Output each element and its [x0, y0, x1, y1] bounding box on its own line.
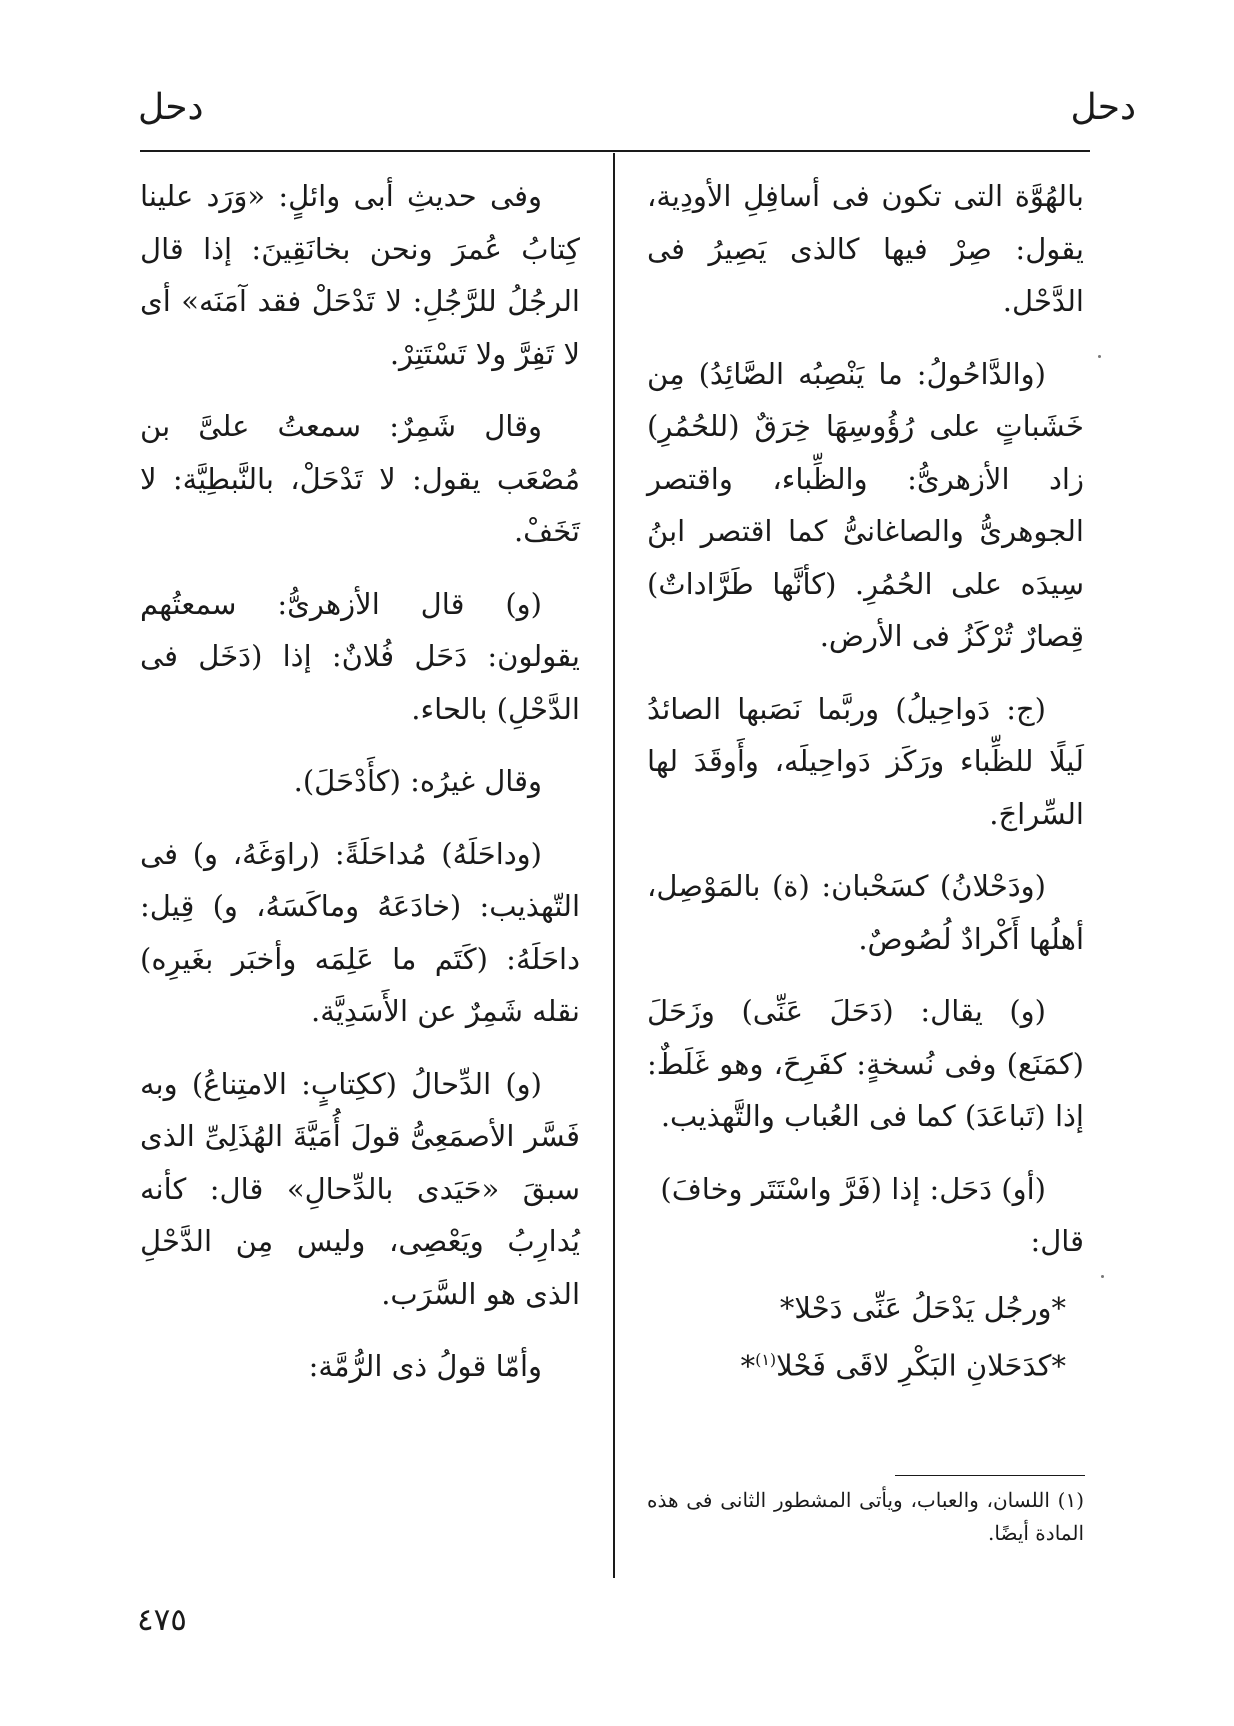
paragraph: (والدَّاحُولُ: ما يَنْصِبُه الصَّائِدُ) مِن خَشَباتٍ على رُؤُوسِهَا خِرَقٌ (للحُمُرِ) زاد الأزهرىُّ: والظِّباء، واقتصر الجوهرىُّ والصاغانىُّ كما اقتصر ابنُ سِيدَه على الحُمُرِ. (كأنَّها طَرَّاداتٌ) قِصارٌ تُرْكَزُ فى الأرض.	[647, 356, 1084, 653]
running-header-left: دحل	[138, 87, 204, 128]
verse-star: *	[1051, 1290, 1066, 1325]
scan-speck	[1101, 1275, 1104, 1278]
paragraph: وقال غيرُه: (كأَدْحَلَ).	[293, 764, 542, 798]
verse-star: *	[779, 1290, 795, 1325]
paragraph: وفى حديثِ أبى وائلٍ: «وَرَد علينا كِتابُ عُمرَ ونحن بخانَقِينَ: إذا قال الرجُلُ للرَّجُلِ: لا تَدْحَلْ فقد آمَنَه» أى لا تَفِرَّ ولا تَسْتَتِرْ.	[140, 179, 580, 371]
paragraph: (و) يقال: (دَحَلَ عَنِّى) وزَحَلَ (كمَنَع) وفى نُسخةٍ: كفَرِحَ، وهو غَلَطٌ: إذا (تَباعَدَ) كما فى العُباب والتَّهذيب.	[647, 994, 1084, 1133]
paragraph: بالهُوَّة التى تكون فى أسافِلِ الأودِية، يقول: صِرْ فيها كالذى يَصِيرُ فى الدَّحْل.	[647, 179, 1084, 318]
paragraph: وأمّا قولُ ذى الرُّمَّة:	[308, 1349, 542, 1383]
column-divider	[613, 153, 615, 1578]
paragraph: (و) قال الأزهرىُّ: سمعتُهم يقولون: دَحَل فُلانٌ: إذا (دَخَل فى الدَّحْلِ) بالحاء.	[140, 586, 580, 726]
paragraph: وقال شَمِرٌ: سمعتُ علىَّ بن مُصْعَب يقول: لا تَدْحَلْ، بالنَّبطِيَّة: لا تَخَفْ.	[140, 409, 580, 548]
verse-star: *	[1051, 1348, 1066, 1383]
verse-star: *	[740, 1348, 756, 1383]
page-number: ٤٧٥	[137, 1602, 187, 1638]
paragraph: (وداحَلَهُ) مُداحَلَةً: (راوَغَهُ، و) فى التّهذيب: (خادَعَهُ وماكَسَهُ، و) قِيل: داحَلَهُ: (كَتَم ما عَلِمَه وأخبَر بغَيرِه) نقله شَمِرٌ عن الأَسَدِيَّة.	[140, 836, 580, 1028]
verse-intro: قال:	[1030, 1224, 1084, 1258]
paragraph: (ج: دَواحِيلُ) وربَّما نَصَبها الصائدُ لَيلًا للظِّباء ورَكَز دَواحِيلَه، وأَوقَدَ لها السِّراجَ.	[647, 691, 1084, 831]
paragraph: (و) الدِّحالُ (ككِتابٍ: الامتِناعُ) وبه فَسَّر الأصمَعِىُّ قولَ أُمَيَّةَ الهُذَلِىِّ الذى سبقَ «حَيَدى بالدِّحالِ» قال: كأنه يُدارِبُ ويَعْصِى، وليس مِن الدَّحْلِ الذى هو السَّرَب.	[140, 1066, 580, 1311]
footnote: (١) اللسان، والعباب، ويأتى المشطور الثانى فى هذه المادة أيضًا.	[647, 1488, 1084, 1545]
left-column	[140, 170, 580, 1413]
running-header-right: دحل	[1070, 87, 1136, 128]
footnote-rule	[895, 1475, 1085, 1476]
verse-line	[647, 1282, 1084, 1335]
footnote-marker: (١)	[755, 1350, 777, 1369]
paragraph: (أو) دَحَل: إذا (فَرَّ واسْتَتَر وخافَ)	[660, 1171, 1046, 1206]
verse-text: كدَحَلانِ البَكْرِ لاقَى فَحْلا	[776, 1348, 1052, 1383]
verse-text: ورجُل يَدْحَلُ عَنِّى دَحْلا	[794, 1290, 1052, 1325]
header-rule	[140, 150, 1090, 152]
paragraph: (ودَحْلانُ) كسَحْبان: (ة) بالمَوْصِل، أهلُها أَكْرادٌ لُصُوصٌ.	[647, 869, 1084, 956]
scan-speck	[1098, 355, 1101, 358]
right-column	[647, 170, 1084, 1392]
verse-line	[647, 1334, 1084, 1392]
